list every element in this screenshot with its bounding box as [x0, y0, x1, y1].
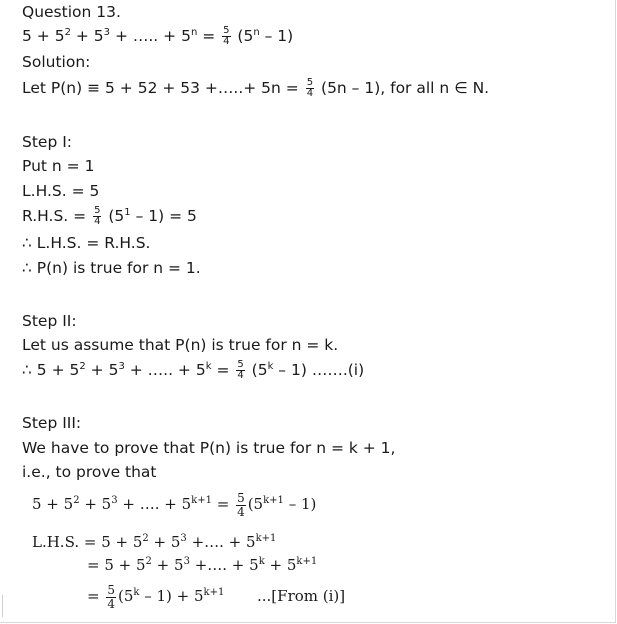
step3-prove-intro: i.e., to prove that — [22, 463, 157, 481]
step1-therefore-equal: ∴ L.H.S. = R.H.S. — [22, 234, 151, 252]
step1-heading: Step I: — [22, 133, 73, 151]
question-title: Question 13. — [22, 3, 121, 21]
fraction: $\frac{5}{4}$ — [94, 205, 101, 227]
step3-from-reference: ...[From (i)] — [257, 587, 346, 605]
step1-lhs: L.H.S. = 5 — [22, 182, 100, 200]
step3-lhs-line3: = $\frac{5}{4}$ $(5^k - 1) + 5^{k+1}$ — [87, 582, 225, 611]
fraction: $\frac{5}{4}$ — [223, 25, 230, 47]
question-equation: $5 + 5^2 + 5^3$ + ….. + $5^n$ = $\frac{5}{4}$ (5$^n$ – 1) — [22, 25, 294, 47]
solution-heading: Solution: — [22, 53, 91, 71]
step3-prove-statement: We have to prove that P(n) is true for n = k + 1, — [22, 439, 396, 457]
step1-rhs: R.H.S. = $\frac{5}{4}$ $(5^1 - 1) = 5$ — [22, 205, 197, 227]
page-edge-divider — [2, 595, 3, 617]
step3-goal-equation: $5 + 5^2 + 5^3$ + …. + $5^{k+1}$ = $\frac{5}{4}$ $(5^{k+1} - 1)$ — [32, 490, 317, 519]
fraction: $\frac{5}{4}$ — [306, 77, 314, 99]
step2-equation: ∴ $5 + 5^2 + 5^3$ + ….. + $5^k$ = $\frac{5}{4}$ (5$^k$ – 1) …….(i) — [22, 359, 365, 381]
fraction: $\frac{5}{4}$ — [237, 490, 245, 519]
fraction: $\frac{5}{4}$ — [107, 582, 115, 611]
step2-assume: Let us assume that P(n) is true for n = k. — [22, 336, 339, 354]
step1-put: Put n = 1 — [22, 157, 95, 175]
step3-heading: Step III: — [22, 414, 82, 432]
step3-lhs-line1: L.H.S. = $5 + 5^2 + 5^3$ +…. + $5^{k+1}$ — [32, 533, 277, 551]
step1-therefore-true: ∴ P(n) is true for n = 1. — [22, 259, 201, 277]
fraction: $\frac{5}{4}$ — [237, 359, 244, 381]
solution-let-statement: Let P(n) ≡ 5 + 52 + 53 +…..+ 5n = $\frac{5}{4}$ (5n – 1), for all n ∈ N. — [22, 77, 490, 99]
step2-heading: Step II: — [22, 312, 77, 330]
step3-lhs-line2: = $5 + 5^2 + 5^3$ +…. + $5^k + 5^{k+1}$ — [87, 556, 318, 574]
